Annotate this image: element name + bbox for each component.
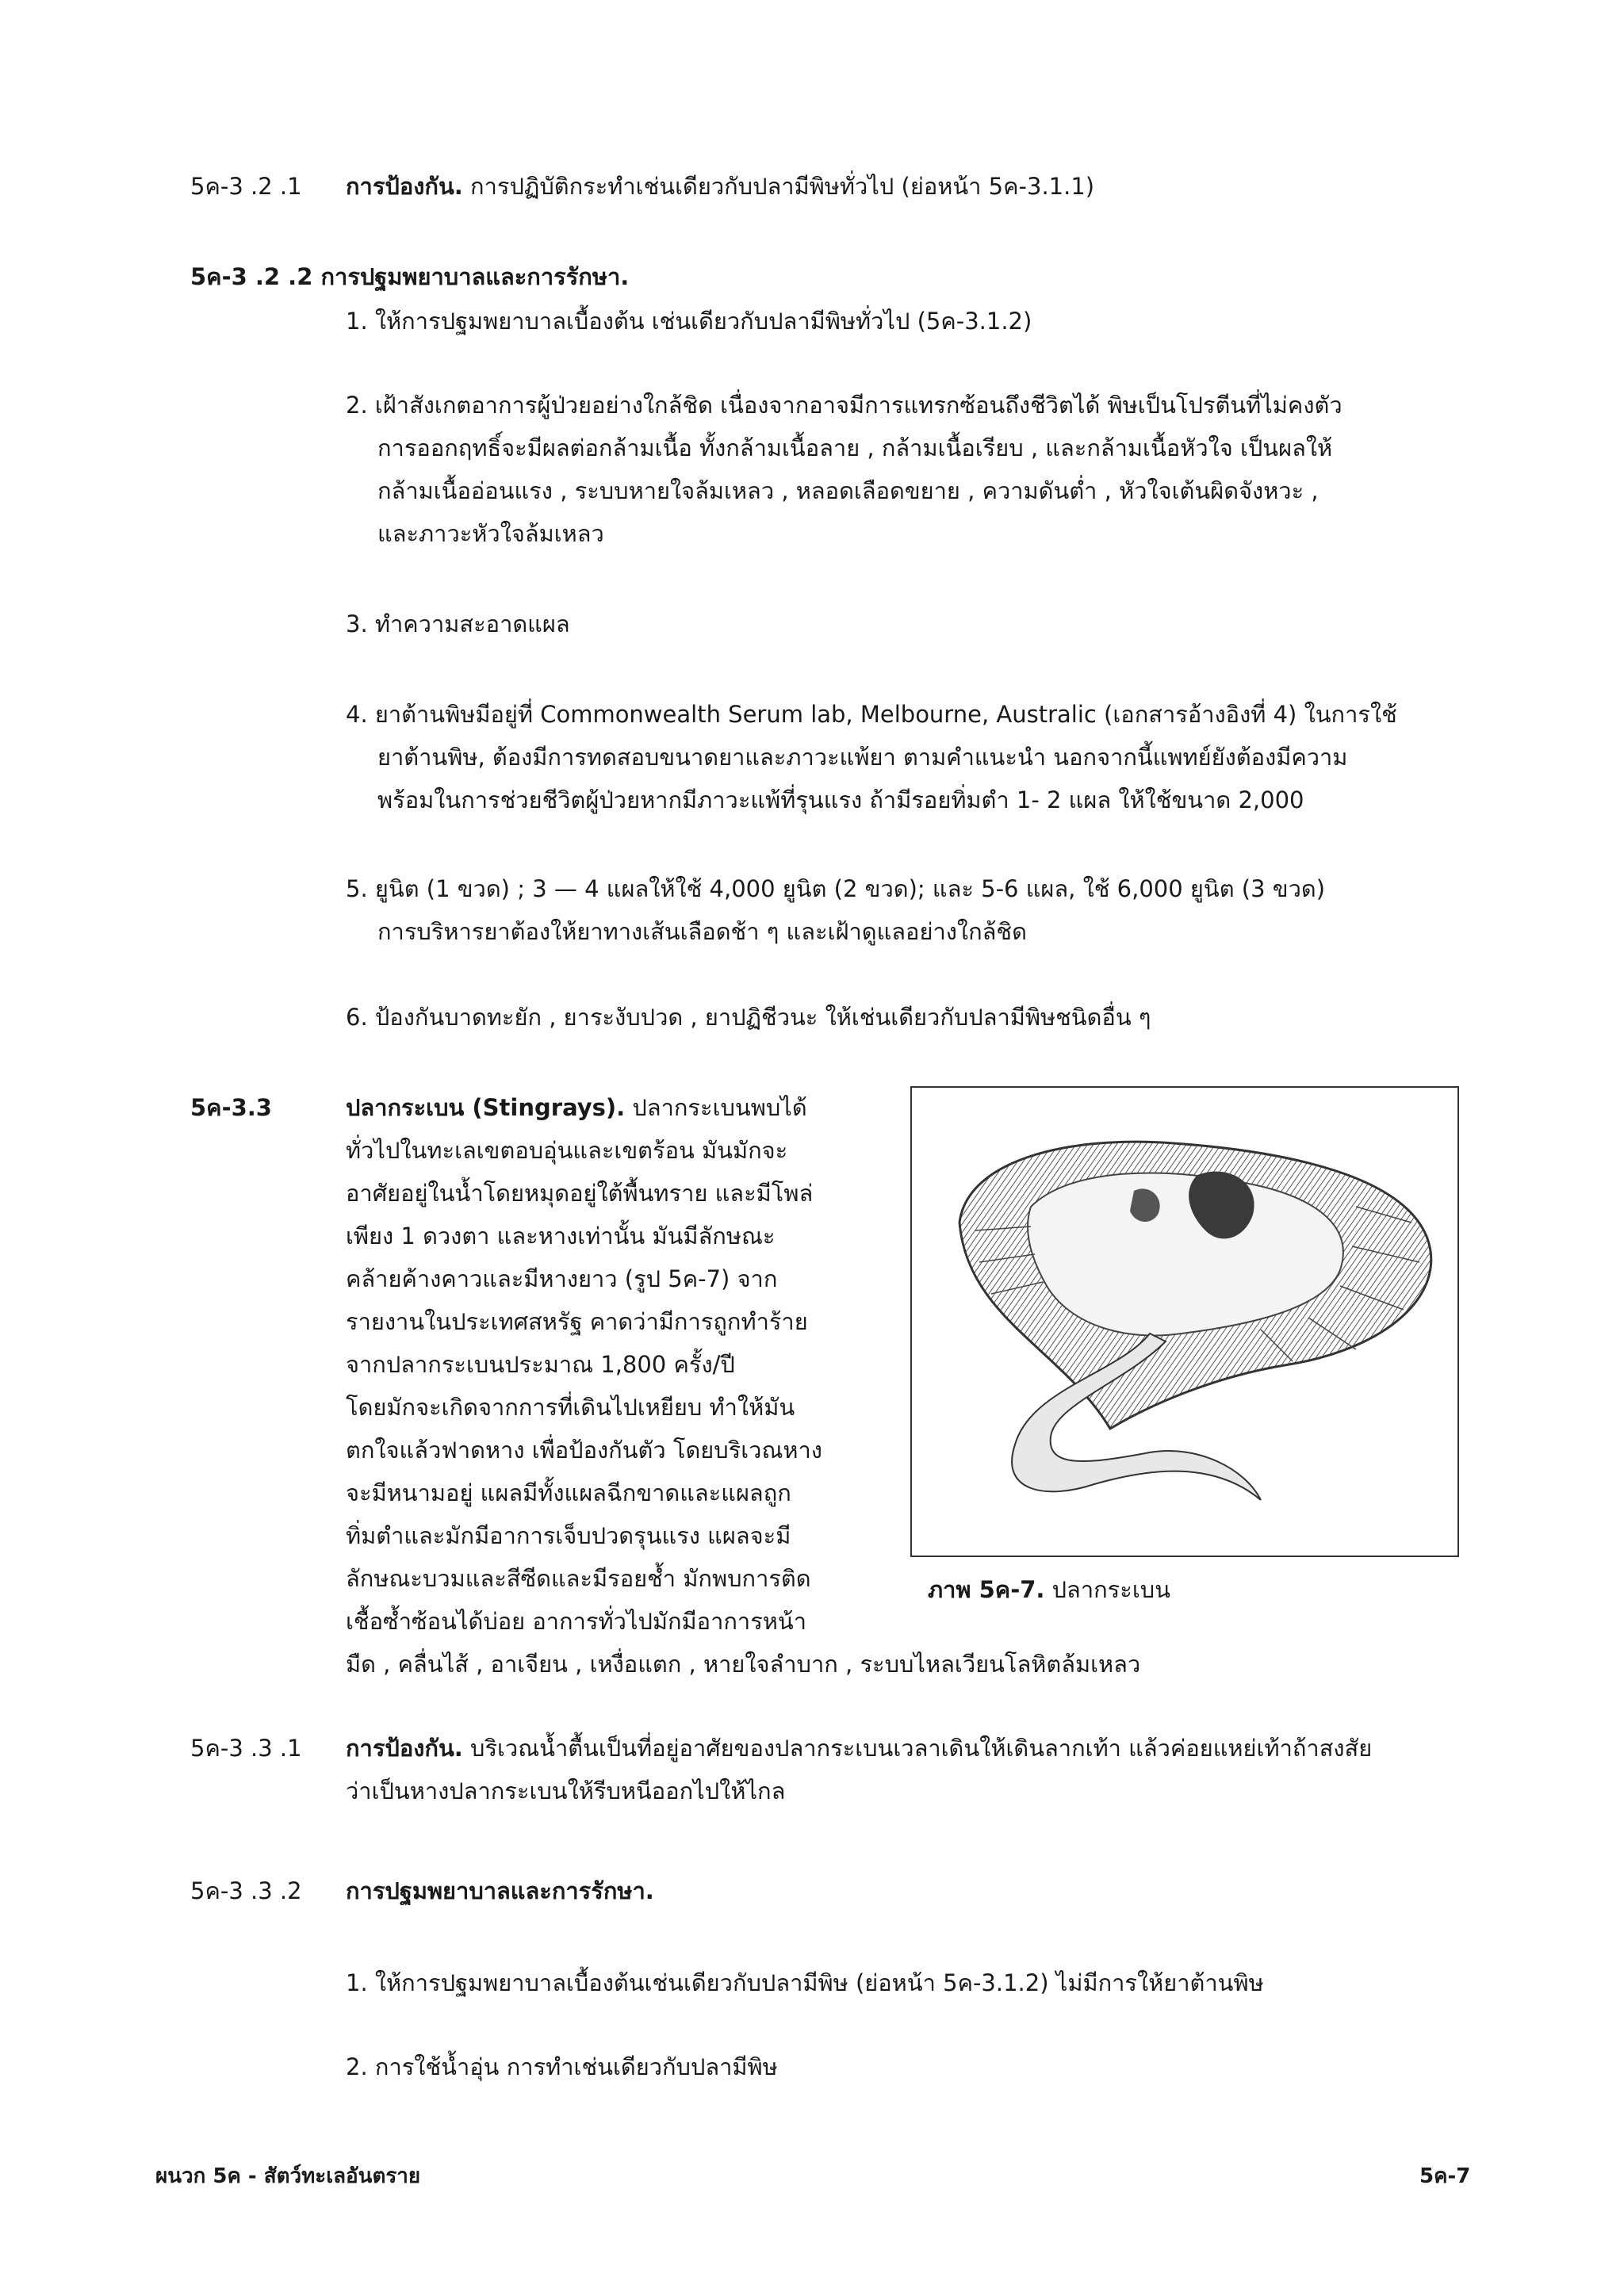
footer-left: ผนวก 5ค - สัตว์ทะเลอันตราย (155, 2164, 421, 2188)
line: รายงานในประเทศสหรัฐ คาดว่ามีการถูกทำร้าย (346, 1308, 808, 1335)
section-text: การปฏิบัติกระทำเช่นเดียวกับปลามีพิษทั่วไป (ย่อหน้า 5ค-3.1.1) (462, 173, 1095, 200)
line: คล้ายค้างคาวและมีหางยาว (รูป 5ค-7) จาก (346, 1265, 778, 1292)
section-heading: 5ค-3 .2 .2 การปฐมพยาบาลและการรักษา. (190, 263, 630, 290)
section-title: การป้องกัน. (346, 1735, 463, 1762)
line: การออกฤทธิ์จะมีผลต่อกล้ามเนื้อ ทั้งกล้ามเนื้อลาย , กล้ามเนื้อเรียบ , และกล้ามเนื้อหัวใจ เป็นผลให้ (377, 434, 1333, 461)
list-item: 1. ให้การปฐมพยาบาลเบื้องต้น เช่นเดียวกับปลามีพิษทั่วไป (5ค-3.1.2) (346, 308, 1032, 335)
list-item (346, 867, 1325, 953)
section-number: 5ค-3 .3 .2 (190, 1877, 302, 1904)
page-number: 5ค-7 (1419, 2164, 1471, 2188)
list-item (346, 384, 1342, 555)
line (346, 1727, 1372, 1770)
section-title: ปลากระเบน (Stingrays). (346, 1094, 626, 1121)
line: จะมีหนามอยู่ แผลมีทั้งแผลฉีกขาดและแผลถูก (346, 1479, 791, 1506)
section-number: 5ค-3 .3 .1 (190, 1735, 302, 1762)
list-item: 2. การใช้น้ำอุ่น การทำเช่นเดียวกับปลามีพิษ (346, 2053, 778, 2080)
line: ยาต้านพิษ, ต้องมีการทดสอบขนาดยาและภาวะแพ้ยา ตามคำแนะนำ นอกจากนี้แพทย์ยังต้องมีความ (377, 744, 1348, 771)
list-item (346, 693, 1397, 821)
stingray-illustration (912, 1088, 1457, 1556)
section-text: ปลากระเบนพบได้ (625, 1094, 807, 1121)
section-number: 5ค-3 .2 .1 (190, 173, 302, 200)
line: 5. ยูนิต (1 ขวด) ; 3 — 4 แผลให้ใช้ 4,000 ยูนิต (2 ขวด); และ 5-6 แผล, ใช้ 6,000 ยูนิต (3 ขวด) (346, 875, 1326, 902)
line: เพียง 1 ดวงตา และหางเท่านั้น มันมีลักษณะ (346, 1223, 776, 1249)
line: และภาวะหัวใจล้มเหลว (377, 520, 604, 547)
line: ตกใจแล้วฟาดหาง เพื่อป้องกันตัว โดยบริเวณหาง (346, 1437, 822, 1464)
line: ว่าเป็นหางปลากระเบนให้รีบหนีออกไปให้ไกล (346, 1777, 786, 1804)
list-item: 6. ป้องกันบาดทะยัก , ยาระงับปวด , ยาปฏิชีวนะ ให้เช่นเดียวกับปลามีพิษชนิดอื่น ๆ (346, 1004, 1151, 1031)
line: มืด , คลื่นไส้ , อาเจียน , เหงื่อแตก , หายใจลำบาก , ระบบไหลเวียนโลหิตล้มเหลว (346, 1651, 1141, 1678)
line: อาศัยอยู่ในน้ำโดยหมุดอยู่ใต้พื้นทราย และมีโพล่ (346, 1180, 814, 1207)
line: พร้อมในการช่วยชีวิตผู้ป่วยหากมีภาวะแพ้ที่รุนแรง ถ้ามีรอยทิ่มตำ 1- 2 แผล ให้ใช้ขนาด 2,000 (377, 786, 1304, 813)
line: ทั่วไปในทะเลเขตอบอุ่นและเขตร้อน มันมักจะ (346, 1137, 788, 1164)
line: 4. ยาต้านพิษมีอยู่ที่ Commonwealth Serum lab, Melbourne, Australic (เอกสารอ้างอิงที่ 4) ในการใช้ (346, 701, 1397, 728)
list-item: 1. ให้การปฐมพยาบาลเบื้องต้นเช่นเดียวกับปลามีพิษ (ย่อหน้า 5ค-3.1.2) ไม่มีการให้ยาต้านพิษ (346, 1969, 1264, 1996)
line: โดยมักจะเกิดจากการที่เดินไปเหยียบ ทำให้มัน (346, 1394, 795, 1421)
section-paragraph (346, 165, 1094, 208)
stingray-figure (910, 1086, 1459, 1557)
line: 2. เฝ้าสังเกตอาการผู้ป่วยอย่างใกล้ชิด เนื่องจากอาจมีการแทรกซ้อนถึงชีวิตได้ พิษเป็นโปรตีนที่ไม่คงตัว (346, 392, 1342, 419)
line: จากปลากระเบนประมาณ 1,800 ครั้ง/ปี (346, 1351, 735, 1378)
caption-text: ปลากระเบน (1044, 1576, 1170, 1603)
section-title: การปฐมพยาบาลและการรักษา. (346, 1877, 654, 1904)
line: กล้ามเนื้ออ่อนแรง , ระบบหายใจล้มเหลว , หลอดเลือดขยาย , ความดันต่ำ , หัวใจเต้นผิดจังหวะ , (377, 477, 1319, 504)
section-number: 5ค-3.3 (190, 1094, 272, 1121)
section-paragraph (346, 1727, 1372, 1812)
line: เชื้อซ้ำซ้อนได้บ่อย อาการทั่วไปมักมีอาการหน้า (346, 1608, 807, 1635)
line: ลักษณะบวมและสีซีดและมีรอยช้ำ มักพบการติด (346, 1565, 811, 1592)
line: ทิ่มตำและมักมีอาการเจ็บปวดรุนแรง แผลจะมี (346, 1522, 791, 1549)
section-title: การป้องกัน. (346, 173, 463, 200)
caption-label: ภาพ 5ค-7. (928, 1576, 1045, 1603)
figure-caption (928, 1568, 1170, 1611)
section-text: บริเวณน้ำตื้นเป็นที่อยู่อาศัยของปลากระเบนเวลาเดินให้เดินลากเท้า แล้วค่อยแหย่เท้าถ้าสงสัย (462, 1735, 1373, 1762)
list-item: 3. ทำความสะอาดแผล (346, 610, 570, 637)
line: การบริหารยาต้องให้ยาทางเส้นเลือดช้า ๆ และเฝ้าดูแลอย่างใกล้ชิด (377, 918, 1027, 945)
